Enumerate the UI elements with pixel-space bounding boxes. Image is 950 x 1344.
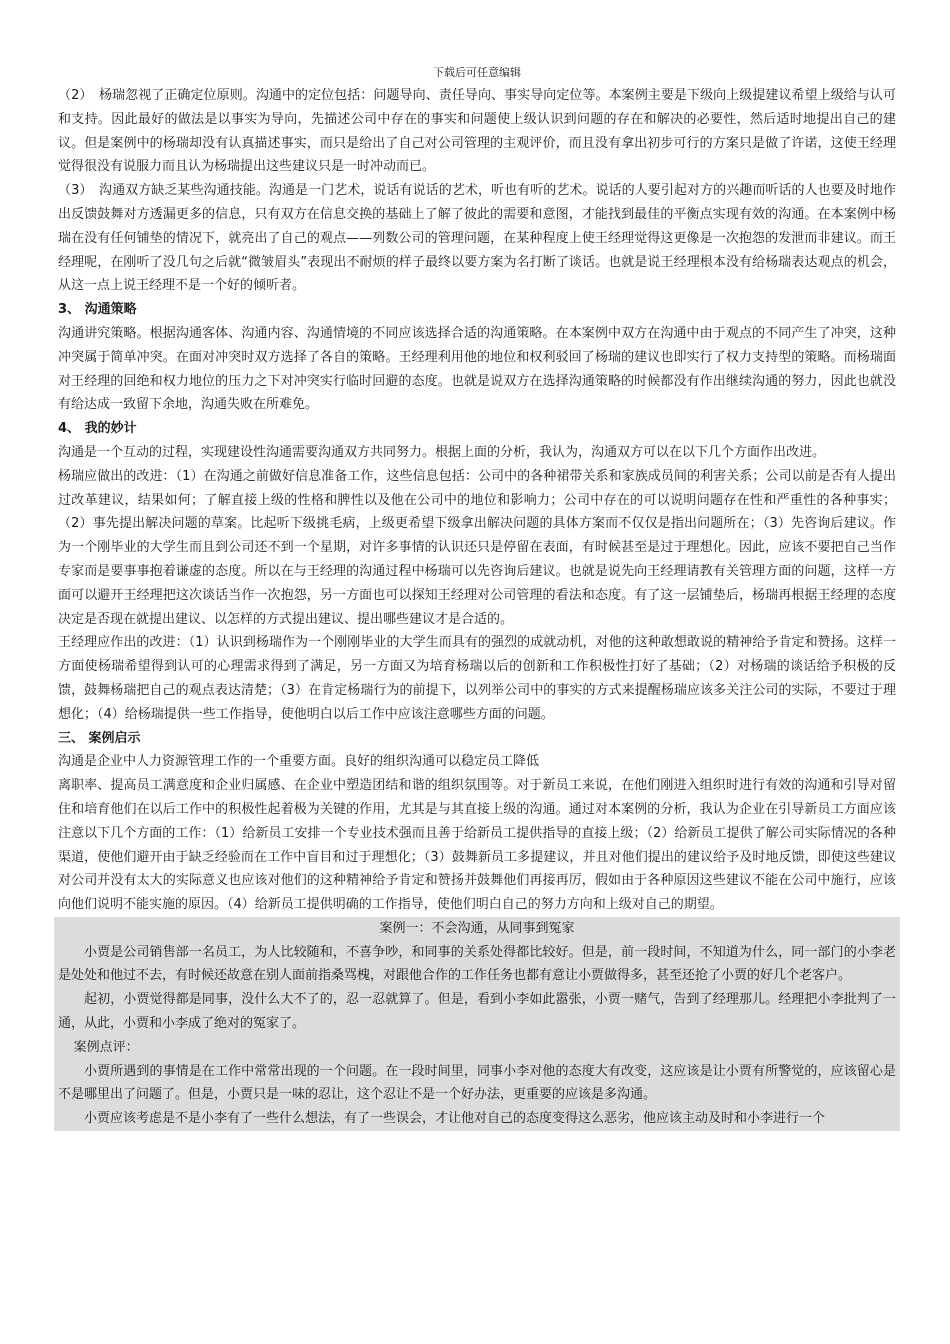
document-page [58,64,896,1131]
paragraph-positioning: （2） 杨瑞忽视了正确定位原则。沟通中的定位包括：问题导向、责任导向、事实导向定位等。本案例主要是下级向上级提建议希望上级给与认可和支持。因此最好的做法是以事实为导向，先描述公司中存在的事实和问题使上级认识到问题的存在和解决的必要性，然后适时地提出自己的建议。但是案例中的杨瑞却没有认真描述事实，而只是给出了自己对公司管理的主观评价，而且没有拿出初步可行的方案只是做了许诺，这使王经理觉得很没有说服力而且认为杨瑞提出这些建议只是一时冲动而已。 [58,88,896,175]
heading-strategy: 3、 沟通策略 [58,302,137,318]
case-paragraph-3: 小贾所遇到的事情是在工作中常常出现的一个问题。在一段时间里，同事小李对他的态度大有改变，这应该是让小贾有所警觉的，应该留心是不是哪里出了问题了。但是，小贾只是一味的忍让，这个忍让不是一个好办法，更重要的应该是多沟通。 [58,1063,896,1103]
case-paragraph-1: 小贾是公司销售部一名员工，为人比较随和，不喜争吵，和同事的关系处得都比较好。但是，前一段时间，不知道为什么，同一部门的小李老是处处和他过不去，有时候还故意在别人面前指桑骂槐，对跟他合作的工作任务也都有意让小贾做得多，甚至还抢了小贾的好几个老客户。 [58,944,896,984]
paragraph-skills: （3） 沟通双方缺乏某些沟通技能。沟通是一门艺术，说话有说话的艺术，听也有听的艺术。说话的人要引起对方的兴趣而听话的人也要及时地作出反馈鼓舞对方透漏更多的信息，只有双方在信息交换的基础上了解了彼此的需要和意图，才能找到最佳的平衡点实现有效的沟通。在本案例中杨瑞在没有任何铺垫的情况下，就亮出了自己的观点——列数公司的管理问题，在某种程度上使王经理觉得这更像是一次抱怨的发泄而非建议。而王经理呢，在刚听了没几句之后就“微皱眉头”表现出不耐烦的样子最终以要方案为名打断了谈话。也就是说王经理根本没有给杨瑞表达观点的机会，从这一点上说王经理不是一个好的倾听者。 [58,183,896,294]
paragraph-insights-2: 离职率、提高员工满意度和企业归属感、在企业中塑造团结和谐的组织氛围等。对于新员工来说，在他们刚进入组织时进行有效的沟通和引导对留住和培育他们在以后工作中的积极性起着极为关键的作用，尤其是与其直接上级的沟通。通过对本案例的分析，我认为企业在引导新员工方面应该注意以下几个方面的工作：（1）给新员工安排一个专业技术强而且善于给新员工提供指导的直接上级；（2）给新员工提供了解公司实际情况的各种渠道，使他们避开由于缺乏经验而在工作中盲目和过于理想化；（3）鼓舞新员工多提建议，并且对他们提出的建议给予及时地反馈，即使这些建议对公司并没有太大的实际意义也应该对他们的这种精神给予肯定和赞扬并鼓舞他们再接再厉，假如由于各种原因这些建议不能在公司中施行，应该向他们说明不能实施的原因。（4）给新员工提供明确的工作指导，使他们明白自己的努力方向和上级对自己的期望。 [58,778,896,913]
case-paragraph-4: 小贾应该考虑是不是小李有了一些什么想法，有了一些误会，才让他对自己的态度变得这么恶劣，他应该主动及时和小李进行一个 [84,1111,826,1127]
case-review-label: 案例点评： [73,1039,139,1055]
paragraph-plan-intro: 沟通是一个互动的过程，实现建设性沟通需要沟通双方共同努力。根据上面的分析，我认为，沟通双方可以在以下几个方面作出改进。 [58,444,826,460]
heading-my-plan: 4、 我的妙计 [58,421,137,437]
paragraph-yangrui-improvement: 杨瑞应做出的改进：（1）在沟通之前做好信息准备工作，这些信息包括：公司中的各种裙带关系和家族成员间的利害关系；公司以前是否有人提出过改革建议，结果如何；了解直接上级的性格和脾性以及他在公司中的地位和影响力；公司中存在的可以说明问题存在性和严重性的各种事实；（2）事先提出解决问题的草案。比起听下级挑毛病，上级更希望下级拿出解决问题的具体方案而不仅仅是指出问题所在；（3）先咨询后建议。作为一个刚毕业的大学生而且到公司还不到一个星期，对许多事情的认识还只是停留在表面，有时候甚至是过于理想化。因此，应该不要把自己当作专家而是要事事抱着谦虚的态度。所以在与王经理的沟通过程中杨瑞可以先咨询后建议。也就是说先向王经理请教有关管理方面的问题，这样一方面可以避开王经理把这次谈话当作一次抱怨，另一方面也可以探知王经理对公司管理的看法和态度。有了这一层铺垫后，杨瑞再根据王经理的态度决定是否现在就提出建议、以怎样的方式提出建议、提出哪些建议才是合适的。 [58,468,896,627]
case-title: 案例一：不会沟通，从同事到冤家 [379,920,575,936]
paragraph-insights-1: 沟通是企业中人力资源管理工作的一个重要方面。良好的组织沟通可以稳定员工降低 [58,754,540,770]
case-one-block [54,917,900,1131]
page-header: 下载后可任意编辑 [433,66,521,79]
paragraph-strategy: 沟通讲究策略。根据沟通客体、沟通内容、沟通情境的不同应该选择合适的沟通策略。在本案例中双方在沟通中由于观点的不同产生了冲突，这种冲突属于简单冲突。在面对冲突时双方选择了各自的策略。王经理利用他的地位和权利驳回了杨瑞的建议也即实行了权力支持型的策略。而杨瑞面对王经理的回绝和权力地位的压力之下对冲突实行临时回避的态度。也就是说双方在选择沟通策略的时候都没有作出继续沟通的努力，因此也就没有给达成一致留下余地，沟通失败在所难免。 [58,325,896,413]
heading-case-insights: 三、 案例启示 [58,730,141,746]
case-paragraph-2: 起初，小贾觉得都是同事，没什么大不了的，忍一忍就算了。但是，看到小李如此嚣张，小贾一赌气，告到了经理那儿。经理把小李批判了一通，从此，小贾和小李成了绝对的冤家了。 [58,992,896,1032]
paragraph-manager-improvement: 王经理应作出的改进：（1）认识到杨瑞作为一个刚刚毕业的大学生而具有的强烈的成就动机，对他的这种敢想敢说的精神给予肯定和赞扬。这样一方面使杨瑞希望得到认可的心理需求得到了满足，另一方面又为培育杨瑞以后的创新和工作积极性打好了基础；（2）对杨瑞的谈话给予积极的反馈，鼓舞杨瑞把自己的观点表达清楚；（3）在肯定杨瑞行为的前提下，以列举公司中的事实的方式来提醒杨瑞应该多关注公司的实际，不要过于理想化；（4）给杨瑞提供一些工作指导，使他明白以后工作中应该注意哪些方面的问题。 [58,635,896,722]
